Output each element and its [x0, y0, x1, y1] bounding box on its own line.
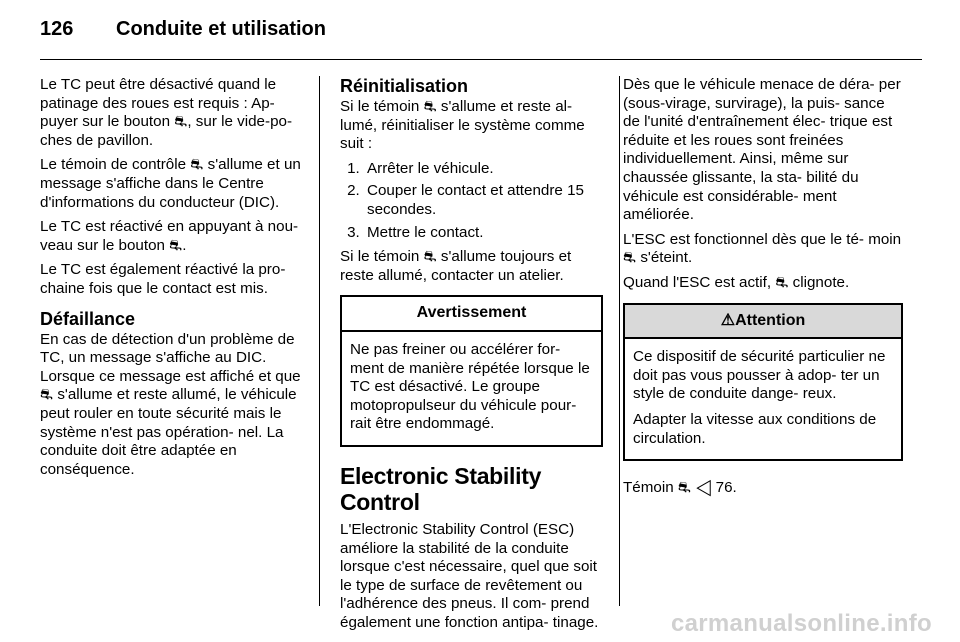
paragraph: Quand l'ESC est actif, ⛐ clignote.: [623, 273, 850, 291]
column-divider: [619, 76, 620, 606]
section-heading-reinitialisation: Réinitialisation: [340, 76, 469, 96]
warning-text: Ne pas freiner ou accélérer for- ment de manière répétée lorsque le TC est désactivé. Le groupe motopropulseur du véhicule pour- rait être endommagé.: [350, 340, 590, 433]
paragraph: L'Electronic Stability Control (ESC) améliore la stabilité de la conduite lorsque c'est nécessaire, quel que soit le type de surface de revêtement ou l'adhérence des pneus. Il com- prend également une fonction antipa- tinage.: [340, 520, 599, 631]
cross-reference: Témoin ⛐ ◁ 76.: [623, 479, 737, 497]
paragraph: Le TC est également réactivé la pro- chaine fois que le contact est mis.: [40, 261, 286, 297]
attention-box: [623, 303, 903, 462]
paragraph: Si le témoin ⛐ s'allume et reste al- lumé, réinitialiser le système comme suit :: [340, 98, 585, 153]
paragraph: L'ESC est fonctionnel dès que le té- moin ⛐ s'éteint.: [623, 230, 902, 267]
column-3: [623, 76, 903, 504]
attention-text: Ce dispositif de sécurité particulier ne doit pas vous pousser à adop- ter un style de conduite dange- reux.: [633, 348, 886, 403]
paragraph: Le TC est réactivé en appuyant à nou- veau sur le bouton ⛐.: [40, 218, 299, 254]
attention-text: Adapter la vitesse aux conditions de circulation.: [633, 410, 877, 447]
list-item: 3. Mettre le contact.: [364, 224, 603, 243]
list-item: 1. Arrêter le véhicule.: [364, 160, 603, 179]
paragraph: En cas de détection d'un problème de TC, un message s'affiche au DIC. Lorsque ce message est affiché et que ⛐ s'allume et reste allumé, le véhicule peut rouler en toute sécurité mais le système n'est pas opération- nel. La conduite doit être adaptée en conséquence.: [40, 330, 301, 478]
column-divider: [319, 76, 320, 606]
watermark: carmanualsonline.info: [670, 610, 932, 637]
section-heading-defaillance: Défaillance: [40, 308, 136, 329]
column-2: [340, 76, 603, 638]
warning-title: Avertissement: [342, 297, 601, 332]
paragraph: Le témoin de contrôle ⛐ s'allume et un message s'affiche dans le Centre d'informations du conducteur (DIC).: [40, 156, 301, 211]
attention-title: ⚠Attention: [625, 305, 901, 340]
list-item: 2. Couper le contact et attendre 15 secondes.: [364, 182, 603, 219]
steps-list: [340, 160, 603, 242]
warning-box: [340, 295, 603, 447]
page-number: 126: [40, 18, 74, 40]
paragraph: Si le témoin ⛐ s'allume toujours et reste allumé, contacter un atelier.: [340, 248, 572, 284]
paragraph: Le TC peut être désactivé quand le patinage des roues est requis : Ap- puyer sur le bouton ⛐, sur le vide-po- ches de pavillon.: [40, 76, 293, 149]
page-header: [40, 18, 326, 41]
paragraph: Dès que le véhicule menace de déra- per (sous-virage, survirage), la puis- sance de l'unité d'entraînement élec- trique est réduite et les roues sont freinées individuellement. Ainsi, même sur chaussée glissante, la sta- bilité du véhicule est considérable- ment améliorée.: [623, 76, 901, 224]
column-1: [40, 76, 306, 485]
section-heading-esc: Electronic Stability Control: [340, 462, 542, 515]
header-rule: [40, 59, 922, 60]
page-title: Conduite et utilisation: [116, 18, 326, 40]
